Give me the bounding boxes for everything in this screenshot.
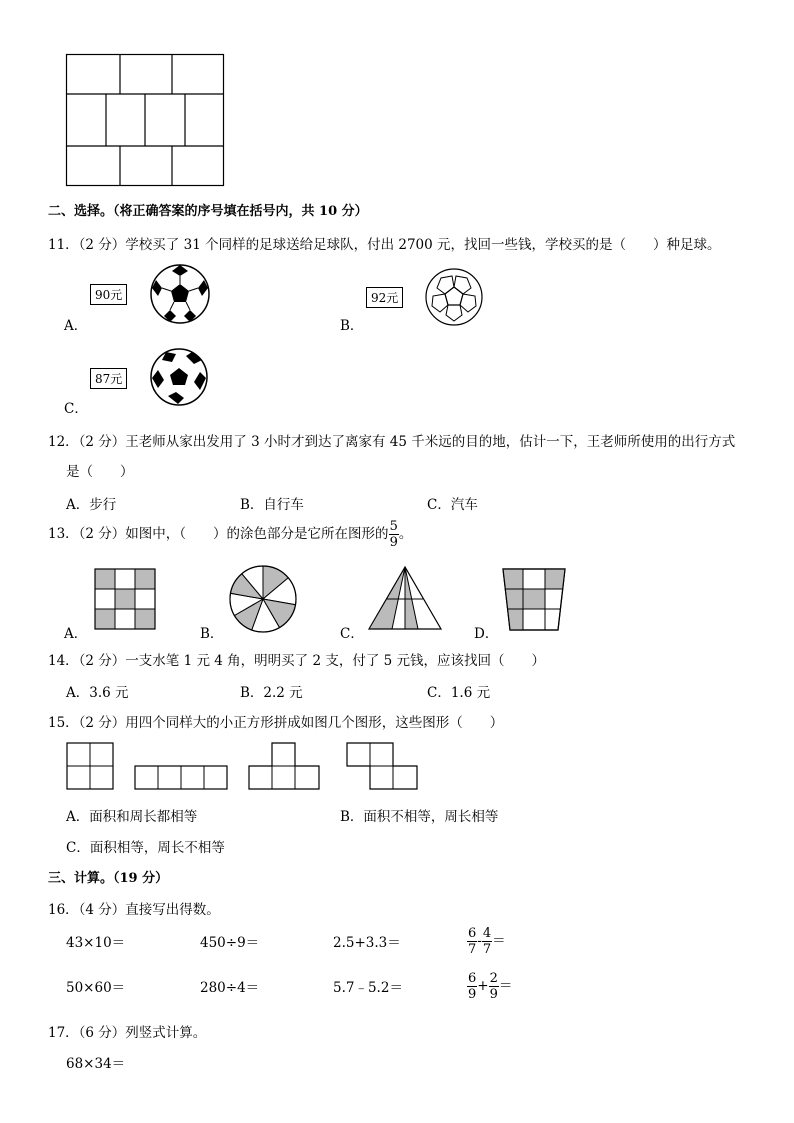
question-12-line1: 12．（2 分）王老师从家出发用了 3 小时才到达了离家有 45 千米远的目的地，估计一下，王老师所使用的出行方式 [48,434,736,450]
q12-option-b: B．自行车 [240,497,304,513]
q15-option-a: A．面积和周长都相等 [66,809,198,825]
q14-option-a: A．3.6 元 [66,685,129,701]
square-2x2-figure [66,742,114,790]
q12-option-a: A．步行 [66,497,117,513]
fraction-five-ninths: $\frac{5}{9}$ [389,519,398,550]
question-17: 17．（6 分）列竖式计算。 [48,1025,207,1041]
t-shape-figure [248,742,320,790]
calc-5.7minus5.2: 5.7﹣5.2＝ [333,980,403,996]
shaded-trapezoid-figure-d [502,568,566,632]
question-15: 15．（2 分）用四个同样大的小正方形拼成如图几个图形，这些图形（ ） [48,715,504,731]
q13-option-a: A． [64,626,88,642]
question-12-line2: 是（ ） [66,464,134,480]
row-of-four-figure [134,765,228,790]
q15-option-c: C．面积相等，周长不相等 [66,840,225,856]
q13-option-d: D． [474,626,499,642]
option-a-label: A． [64,318,88,334]
question-16: 16．（4 分）直接写出得数。 [48,902,220,918]
option-c-label: C． [64,401,88,417]
price-box-c: 87元 [90,368,127,389]
z-shape-figure [346,742,418,790]
shaded-circle-figure-b [228,564,298,634]
shaded-triangle-figure-c [368,566,442,630]
calc-fraction-subtract: $\frac{6}{7}$ - $\frac{4}{7}$ ＝ [468,926,506,957]
question-13: 13．（2 分）如图中，（ ）的涂色部分是它所在图形的 $\frac{5}{9}$ 。 [48,519,413,550]
q14-option-c: C．1.6 元 [427,685,491,701]
option-b-label: B． [340,318,364,334]
calc-fraction-add: $\frac{6}{9}$ + $\frac{2}{9}$ ＝ [468,971,513,1002]
calc-50x60: 50×60＝ [66,980,126,996]
calc-280div4: 280÷4＝ [200,980,260,996]
q12-option-c: C．汽车 [427,497,478,513]
shaded-grid-figure-a [94,568,156,630]
q15-option-b: B．面积不相等，周长相等 [340,809,499,825]
question-14: 14．（2 分）一支水笔 1 元 4 角，明明买了 2 支，付了 5 元钱，应该找回（ ） [48,653,545,669]
brick-wall-figure [66,54,224,186]
q13-option-c: C． [340,626,364,642]
price-box-a: 90元 [90,284,127,305]
section-2-title: 二、选择。（将正确答案的序号填在括号内，共 10 分） [48,204,368,219]
question-11: 11．（2 分）学校买了 31 个同样的足球送给足球队，付出 2700 元，找回一些钱，学校买的是（ ）种足球。 [48,237,721,253]
soccer-ball-icon [150,264,210,324]
calc-2.5plus3.3: 2.5+3.3＝ [333,935,401,951]
calc-450div9: 450÷9＝ [200,935,260,951]
calc-68x34: 68×34＝ [66,1056,126,1072]
price-box-b: 92元 [366,287,403,308]
section-3-title: 三、计算。（19 分） [48,871,169,886]
q13-option-b: B． [200,626,224,642]
question-13-text: 13．（2 分）如图中，（ ）的涂色部分是它所在图形的 [48,526,389,542]
q14-option-b: B．2.2 元 [240,685,303,701]
soccer-ball-outline-icon [425,268,483,326]
soccer-ball-icon [150,348,208,406]
calc-43x10: 43×10＝ [66,935,126,951]
